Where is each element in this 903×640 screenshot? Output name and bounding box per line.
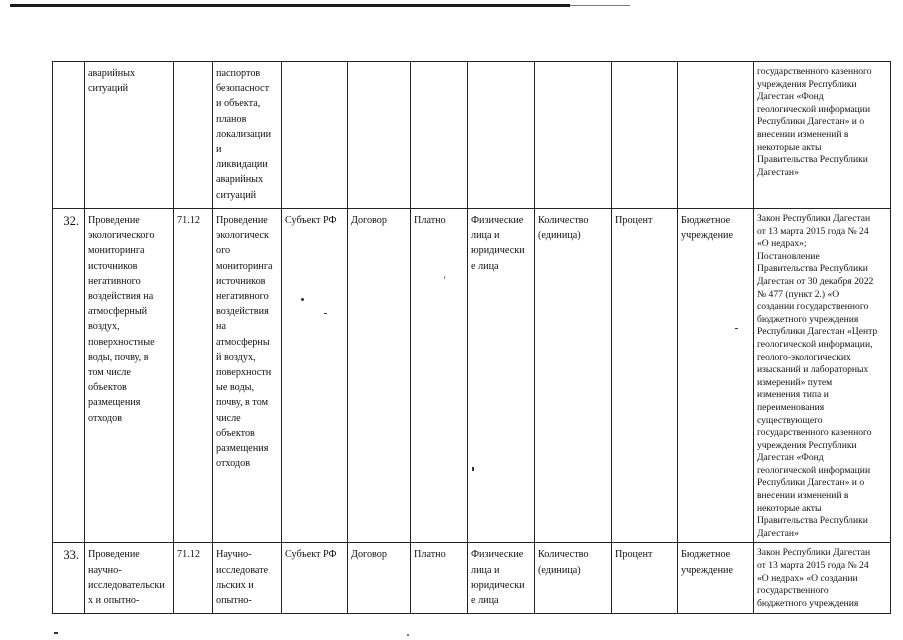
legal-basis: Закон Республики Дагестан от 13 марта 2015 года № 24 «О недрах»; Постановление Правительства Республики Дагестан от 30 декабря 2022 № 477 (пункт 2.) «О создании государственного бюджетного учреждения Республики Дагестан «Центр геологической информации, геолого-экологических изысканий и лабораторных измерений» путем изменения типа и переименования существующего государственного казенного учреждения Республики Дагестан «Фонд геологической информации Республики Дагестан» и о внесении изменений в некоторые акты Правительства Республики Дагестан» [754,209,891,543]
consumers [468,62,535,209]
table-row [53,209,891,543]
payment-type: Платно [411,543,468,614]
consumers: Физические лица и юридически е лица [468,209,535,543]
table-row [53,62,891,209]
scan-speck [324,313,327,314]
scan-speck [735,328,738,329]
service-basis [348,62,411,209]
service-content: Проведение экологическ ого мониторинга источников негативного воздействия на атмосферны й воздух, поверхностн ые воды, почву, в том числе объектов размещения отходов [213,209,282,543]
scan-speck [444,276,445,279]
indicator [535,62,612,209]
service-content: паспортов безопасност и объекта, планов локализации и ликвидации аварийных ситуаций [213,62,282,209]
service-name: аварийных ситуаций [85,62,174,209]
services-table [52,61,891,614]
service-name: Проведение экологического мониторинга источников негативного воздействия на атмосферный воздух, поверхностные воды, почву, в том числе объектов размещения отходов [85,209,174,543]
legal-basis: государственного казенного учреждения Республики Дагестан «Фонд геологической информации Республики Дагестан» и о внесении изменений в некоторые акты Правительства Республики Дагестан» [754,62,891,209]
top-rule [10,4,570,7]
service-basis: Договор [348,543,411,614]
scan-speck [407,634,409,636]
service-level: Субъект РФ [282,543,348,614]
legal-basis: Закон Республики Дагестан от 13 марта 2015 года № 24 «О недрах» «О создании государственного бюджетного учреждения [754,543,891,614]
row-number: 32. [53,209,85,543]
indicator: Количество (единица) [535,543,612,614]
service-level [282,62,348,209]
institution-type: Бюджетное учреждение [678,209,754,543]
scan-speck [472,467,474,471]
payment-type: Платно [411,209,468,543]
institution-type [678,62,754,209]
okved-code: 71.12 [174,209,213,543]
row-number [53,62,85,209]
service-content: Научно- исследовате льских и опытно- [213,543,282,614]
okved-code [174,62,213,209]
consumers: Физические лица и юридически е лица [468,543,535,614]
top-rule-extension [570,5,630,6]
indicator: Количество (единица) [535,209,612,543]
okved-code: 71.12 [174,543,213,614]
indicator-unit: Процент [612,543,678,614]
institution-type: Бюджетное учреждение [678,543,754,614]
indicator-unit: Процент [612,209,678,543]
scan-speck [54,632,58,634]
indicator-unit [612,62,678,209]
scan-speck [301,298,304,301]
table-row [53,543,891,614]
payment-type [411,62,468,209]
service-level: Субъект РФ [282,209,348,543]
service-name: Проведение научно- исследовательски х и опытно- [85,543,174,614]
row-number: 33. [53,543,85,614]
service-basis: Договор [348,209,411,543]
